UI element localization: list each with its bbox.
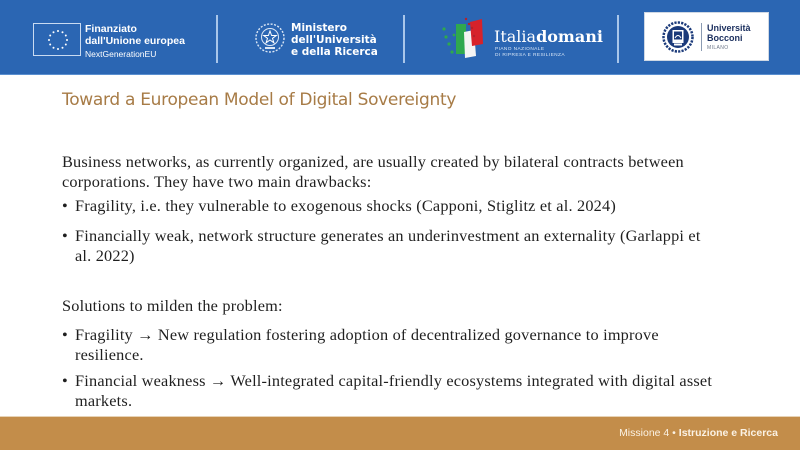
header-separator	[617, 15, 619, 63]
drawback-text: Fragility, i.e. they vulnerable to exogenous shocks (Capponi, Stiglitz et al. 2024)	[75, 196, 616, 215]
intro-line-2: corporations. They have two main drawbacks:	[62, 172, 372, 191]
bocconi-line-2: Bocconi	[707, 33, 743, 43]
italiadomani-bold: domani	[536, 27, 603, 46]
footer-theme: Istruzione e Ricerca	[678, 427, 778, 439]
solution-item	[62, 371, 782, 411]
bullet-icon: •	[62, 226, 68, 245]
solution-text-cont: markets.	[75, 391, 133, 410]
header-banner	[0, 0, 800, 75]
drawback-item	[62, 226, 782, 266]
bocconi-divider	[701, 23, 702, 51]
eu-line-3: NextGenerationEU	[85, 49, 157, 59]
header-separator	[216, 15, 218, 63]
bocconi-seal-icon	[662, 21, 694, 58]
intro-paragraph	[62, 152, 684, 192]
italiadomani-regular: Italia	[494, 27, 537, 46]
eu-flag-icon	[33, 23, 81, 56]
eu-line-1: Finanziato	[85, 23, 137, 35]
italian-republic-emblem-icon	[254, 22, 286, 59]
bocconi-city: MILANO	[707, 45, 729, 51]
solution-text: Financial weakness → Well-integrated capital-friendly ecosystems integrated with digital asset	[75, 371, 713, 390]
header-separator	[403, 15, 405, 63]
italiadomani-sub-1: PIANO NAZIONALE	[495, 47, 545, 52]
solutions-heading: Solutions to milden the problem:	[62, 296, 283, 315]
footer-bar	[0, 416, 800, 450]
slide-title: Toward a European Model of Digital Sovereignty	[62, 90, 457, 110]
bocconi-name	[707, 23, 751, 43]
italiadomani-sub-2: DI RIPRESA E RESILIENZA	[495, 52, 565, 58]
solution-text: Fragility → New regulation fostering adoption of decentralized governance to improve	[75, 325, 659, 344]
italiadomani-subtitle	[495, 47, 565, 58]
ministry-line-3: e della Ricerca	[291, 46, 378, 58]
drawback-item	[62, 196, 782, 216]
bocconi-logo	[644, 12, 769, 61]
eu-line-2: dall'Unione europea	[85, 35, 185, 47]
italiadomani-wordmark	[494, 28, 603, 46]
bullet-icon: •	[62, 196, 68, 215]
bocconi-line-1: Università	[707, 23, 751, 33]
footer-mission-label	[619, 426, 778, 440]
solution-text-cont: resilience.	[75, 345, 144, 364]
ministry-line-1: Ministero	[291, 22, 347, 34]
ministry-line-2: dell'Università	[291, 34, 377, 46]
solution-item	[62, 325, 782, 365]
footer-mission: Missione 4	[619, 427, 670, 439]
drawback-text-cont: al. 2022)	[75, 246, 135, 265]
drawback-text: Financially weak, network structure generates an underinvestment an externality (Garlappi et	[75, 226, 701, 245]
eu-funding-label	[85, 23, 185, 60]
footer-separator: •	[669, 427, 679, 439]
bullet-icon: •	[62, 371, 68, 390]
intro-line-1: Business networks, as currently organized, are usually created by bilateral contracts between	[62, 152, 684, 171]
bullet-icon: •	[62, 325, 68, 344]
ministry-label	[291, 22, 378, 58]
italian-flag-pixel-icon	[440, 16, 492, 65]
